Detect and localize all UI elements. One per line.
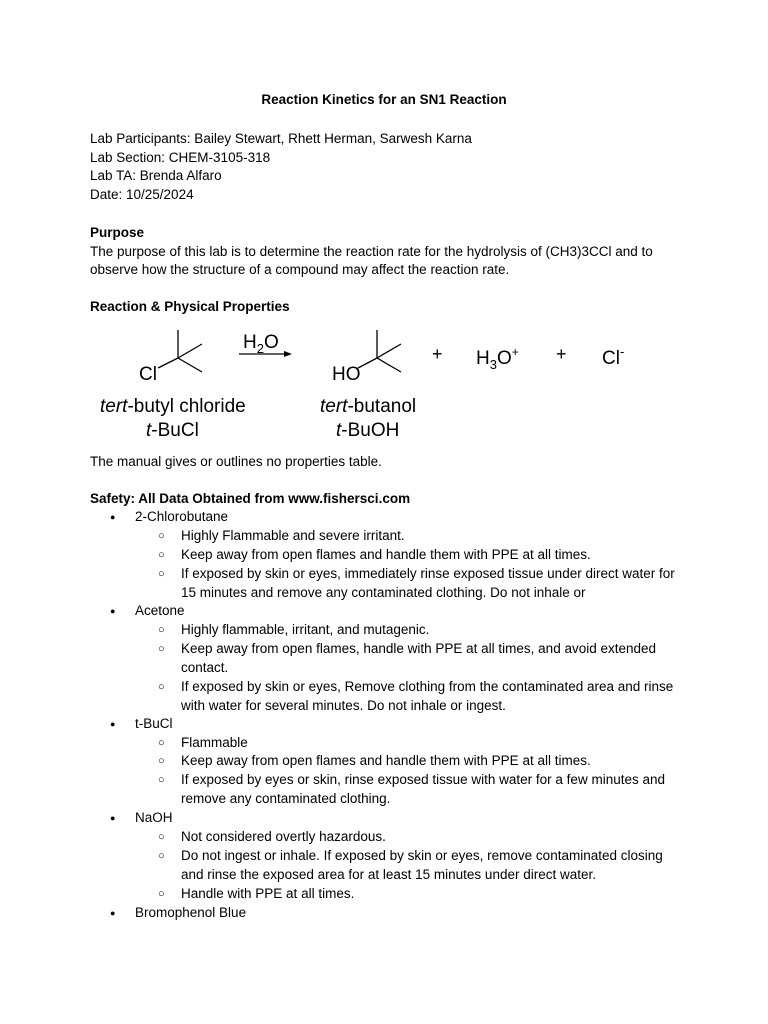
reaction-heading: Reaction & Physical Properties xyxy=(90,299,290,314)
safety-subitem: ○ Handle with PPE at all times. xyxy=(158,885,678,904)
safety-subitem: ○ Flammable xyxy=(158,734,678,753)
safety-subitem: ○ Do not ingest or inhale. If exposed by skin or eyes, remove contaminated closing and rinse the exposed area for at least 15 minutes under direct water. xyxy=(158,847,678,885)
tert-butanol-structure xyxy=(358,330,401,372)
document-title: Reaction Kinetics for an SN1 Reaction xyxy=(261,92,507,107)
reagent-label: $H_2O$ xyxy=(243,332,279,356)
product-name: tert-butanol xyxy=(320,396,417,417)
safety-subitem: ○ Keep away from open flames, handle with PPE at all times, and avoid extended contact. xyxy=(158,640,678,678)
no-properties-note: The manual gives or outlines no properties table. xyxy=(90,454,382,469)
plus-sign-2: + xyxy=(556,344,567,364)
reactant-atom-label: Cl xyxy=(139,364,157,385)
hydronium-label: $H_3O^+$ xyxy=(476,345,519,372)
lab-ta: Lab TA: Brenda Alfaro xyxy=(90,168,222,183)
product-atom-label: HO xyxy=(332,364,361,385)
safety-subitem: ○ If exposed by eyes or skin, rinse exposed tissue with water for a few minutes and remove any contaminated clothing. xyxy=(158,771,678,809)
safety-subitem: ○ Keep away from open flames and handle them with PPE at all times. xyxy=(158,752,678,771)
lab-section: Lab Section: CHEM-3105-318 xyxy=(90,150,271,165)
safety-subitem: ○ If exposed by skin or eyes, Remove clothing from the contaminated area and rinse with water for several minutes. Do not inhale or ingest. xyxy=(158,678,678,716)
safety-subitem: ○ Highly Flammable and severe irritant. xyxy=(158,527,678,546)
lab-date: Date: 10/25/2024 xyxy=(90,187,194,202)
chloride-label: Cl- xyxy=(602,344,625,369)
plus-sign-1: + xyxy=(432,344,443,364)
safety-subitem: ○ Keep away from open flames and handle them with PPE at all times. xyxy=(158,546,678,565)
safety-heading: Safety: All Data Obtained from www.fishersci.com xyxy=(90,491,411,506)
product-abbreviation: t-BuOH xyxy=(336,420,400,441)
safety-subitem: ○ Highly flammable, irritant, and mutagenic. xyxy=(158,621,678,640)
lab-participants: Lab Participants: Bailey Stewart, Rhett Herman, Sarwesh Karna xyxy=(90,131,472,146)
safety-subitem: ○ If exposed by skin or eyes, immediately rinse exposed tissue under direct water for 15 minutes and remove any contaminated clothing. Do not inhale or xyxy=(158,565,678,603)
reaction-scheme xyxy=(96,326,656,444)
purpose-text: The purpose of this lab is to determine the reaction rate for the hydrolysis of (CH3)3CCl and to observe how the structure of a compound may affect the reaction rate. xyxy=(90,244,653,277)
reactant-abbreviation: t-BuCl xyxy=(146,420,199,441)
tert-butyl-chloride-structure xyxy=(158,330,202,372)
reactant-name: tert-butyl chloride xyxy=(100,396,246,417)
safety-subitem: ○ Not considered overtly hazardous. xyxy=(158,828,678,847)
document-page: Reaction Kinetics for an SN1 Reaction Lab Participants: Bailey Stewart, Rhett Herman, Sarwesh Karna Lab Section: CHEM-3105-318 Lab TA: Brenda Alfaro Date: 10/25/2024 Purpose The purpose of this lab is to determine the reaction rate for the hydrolysis of (CH3)3CCl and to observe how the structure of a compound may affect the reaction rate. Reaction & Physical Properties Cl $H_2O$ HO + $H_3O^+$ + Cl- tert-butyl chloride t-BuCl tert-butanol t-BuOH The manual gives or outlines no properties table. Safety: All Data Obtained from www.fishersci.com 2-Chlorobutane ○ Highly Flammable and severe irritant. ○ Keep away from open flames and handle them with PPE at all times. ○ If exposed by skin or eyes, immediately rinse exposed tissue under direct water for 15 minutes and remove any contaminated clothing. Do not inhale or Acetone ○ Highly flammable, irritant, and mutagenic. ○ Keep away from open flames, handle with PPE at all times, and avoid extended contact. ○ If exposed by skin or eyes, Remove clothing from the contaminated area and rinse with water for several minutes. Do not inhale or ingest. t-BuCl ○ Flammable ○ Keep away from open flames and handle them with PPE at all times. ○ If exposed by eyes or skin, rinse exposed tissue with water for a few minutes and remove any contaminated clothing. NaOH ○ Not considered overtly hazardous. ○ Do not ingest or inhale. If exposed by skin or eyes, remove contaminated closing and rinse the exposed area for at least 15 minutes under direct water. ○ Handle with PPE at all times. Bromophenol Blue xyxy=(0,0,768,1024)
purpose-heading: Purpose xyxy=(90,225,145,240)
